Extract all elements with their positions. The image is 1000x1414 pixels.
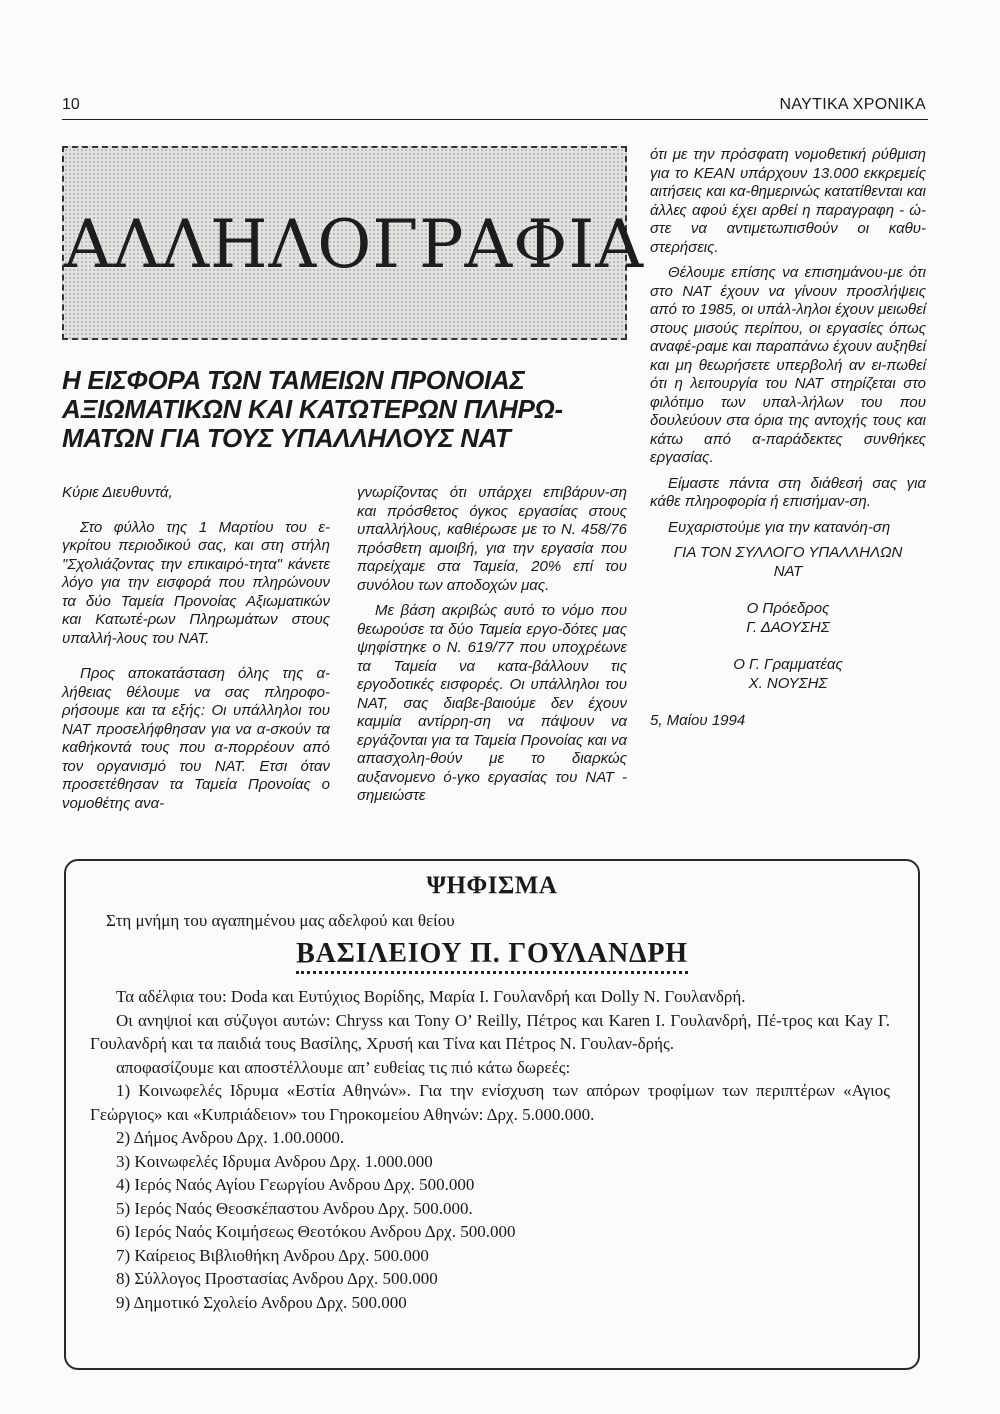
letter-column-3 xyxy=(650,146,926,738)
donation-item: 7) Καίρειος Βιβλιοθήκη Ανδρου Δρχ. 500.000 xyxy=(116,1245,429,1265)
header-rule xyxy=(62,119,928,120)
donation-item: 2) Δήμος Ανδρου Δρχ. 1.00.0000. xyxy=(116,1128,345,1147)
resolution-paragraph: Τα αδέλφια του: Doda και Ευτύχιος Βορίδης, Μαρία Ι. Γουλανδρή και Dolly Ν. Γουλανδρή. xyxy=(116,987,746,1006)
donation-item: 3) Κοινωφελές Ιδρυμα Ανδρου Δρχ. 1.000.000 xyxy=(116,1151,433,1171)
paragraph: Θέλουμε επίσης να επισημάνου-με ότι στο ΝΑΤ έχουν να γίνουν προσλήψεις από το 1985, οι υπάλ-ληλοι έχουν μειωθεί στους μισούς περίπου, οι εργασίες όπως αναφέ-ραμε και παραπάνω έχουν αυξηθεί και μη θεωρήσετε υπερβολή αν ει-πωθεί ότι η λειτουργία του ΝΑΤ στηρίζεται στο φιλότιμο των υπαλ-λήλων του που δουλεύουν στα όρια της αντοχής τους και κάτω από α-παράδεκτες συνθήκες εργασίας. xyxy=(650,264,926,466)
honoree-name: ΒΑΣΙΛΕΙΟΥ Π. ΓΟΥΛΑΝΔΡΗ xyxy=(296,938,688,974)
resolution-paragraph: αποφασίζουμε και αποστέλλουμε απ’ ευθείας τις πιό κάτω δωρεές: xyxy=(116,1057,571,1077)
paragraph: Με βάση ακριβώς αυτό το νόμο που θεωρούσε τα δύο Ταμεία εργο-δότες μας ψηφίστηκε ο Ν. 619/77 που υποχρέωνε τα Ταμεία να κατα-βάλλουν τις εργοδοτικές εισφορές. Οι υπάλληλοι του ΝΑΤ, σας διαβε-βαιούμε δεν έχουν καμμία αντίρρη-ση να πάψουν να εργάζονται για τα Ταμεία Προνοίας και να απασχολη-θούν με το διαρκώς αυξανομενο ό-γκο εργασίας του ΝΑΤ - σημειώστε xyxy=(357,602,627,804)
president-title: Ο Πρόεδρος xyxy=(746,600,830,617)
magazine-title: ΝΑΥΤΙΚΑ ΧΡΟΝΙΚΑ xyxy=(779,96,926,113)
president-name: Γ. ΔΑΟΥΣΗΣ xyxy=(746,618,830,636)
paragraph: ότι με την πρόσφατη νομοθετική ρύθμιση για το ΚΕΑΝ υπάρχουν 13.000 εκκρεμείς αιτήσεις και κα-θημερινώς κατατίθενται και άλλες αφού έχει αρθεί η παραγραφη - ώ-στε να αντιμετωπισθούν οι καθυ-στερήσεις. xyxy=(650,146,926,256)
donation-item: 8) Σύλλογος Προστασίας Ανδρου Δρχ. 500.000 xyxy=(116,1269,438,1288)
signature-org: ΓΙΑ ΤΟΝ ΣΥΛΛΟΓΟ ΥΠΑΛΛΗΛΩΝ xyxy=(673,544,903,561)
section-title: ΑΛΛΗΛΟΓΡΑΦΙΑ xyxy=(64,206,645,283)
donation-item: 1) Κοινωφελές Ιδρυμα «Εστία Αθηνών». Για την ενίσχυση των απόρων τροφίμων των περιπτέρων «Αγιος Γεώργιος» και «Κυπριάδειον» του Γηροκομείου Αθηνών: Δρχ. 5.000.000. xyxy=(90,1081,890,1124)
paragraph: γνωρίζοντας ότι υπάρχει επιβάρυν-ση και πρόσθετος όγκος εργασίας στους υπαλλήλους, καθιέρωσε με το Ν. 458/76 πρόσθετη αμοιβή, για την εργασία που παρείχαμε στα Ταμεία, 20% επί του συνόλου των αποδοχών μας. xyxy=(357,484,627,594)
page-number: 10 xyxy=(62,96,80,113)
resolution-body xyxy=(90,985,890,1314)
signature-org-name: ΝΑΤ xyxy=(773,562,803,580)
secretary-title: Ο Γ. Γραμματέας xyxy=(733,656,843,673)
letter-column-2 xyxy=(357,484,627,813)
section-title-box xyxy=(62,146,645,340)
secretary-name: Χ. ΝΟΥΣΗΣ xyxy=(748,674,828,692)
resolution-paragraph: Οι ανηψιοί και σύζυγοι αυτών: Chryss και Tony O’ Reilly, Πέτρος και Karen Ι. Γουλανδρή, Πέ-τρος και Kay Γ. Γουλανδρή και τα παιδιά τους Βασίλης, Χρυσή και Τίνα και Πέτρος Ν. Γουλαν-δρής. xyxy=(90,1010,890,1053)
paragraph: Προς αποκατάσταση όλης της α-λήθειας θέλουμε να σας πληροφο-ρήσουμε και τα εξής: Οι υπάλληλοι του ΝΑΤ προσελήφθησαν για να α-σκούν τα καθήκοντά τους που α-πορρέουν από τον οργανισμό του ΝΑΤ. Ετσι όταν προσετέθησαν τα Ταμεία Προνοίας ο νομοθέτης ανα- xyxy=(62,665,330,812)
salutation: Κύριε Διευθυντά, xyxy=(62,484,173,501)
honoree-name-wrap xyxy=(64,938,920,970)
donation-item: 5) Ιερός Ναός Θεοσκέπαστου Ανδρου Δρχ. 500.000. xyxy=(116,1198,473,1218)
paragraph: Στο φύλλο της 1 Μαρτίου του ε-γκρίτου περιοδικού σας, και στη στήλη "Σχολιάζοντας την επικαιρό-τητα" κάνετε λόγο για την εισφορά που πληρώνουν τα δύο Ταμεία Προνοίας Αξιωματικών και Κατωτέ-ρων Πληρωμάτων στους υπαλλή-λους του ΝΑΤ. xyxy=(62,518,330,647)
donation-item: 4) Ιερός Ναός Αγίου Γεωργίου Ανδρου Δρχ. 500.000 xyxy=(116,1175,475,1194)
resolution-title: ΨΗΦΙΣΜΑ xyxy=(426,872,558,899)
article-headline: Η ΕΙΣΦΟΡΑ ΤΩΝ ΤΑΜΕΙΩΝ ΠΡΟΝΟΙΑΣ ΑΞΙΩΜΑΤΙΚΩΝ ΚΑΙ ΚΑΤΩΤΕΡΩΝ ΠΛΗΡΩ-ΜΑΤΩΝ ΓΙΑ ΤΟΥΣ ΥΠΑΛΛΗΛΟΥΣ ΝΑΤ xyxy=(62,365,563,453)
memory-line: Στη μνήμη του αγαπημένου μας αδελφού και θείου xyxy=(106,911,455,930)
letter-date: 5, Μαίου 1994 xyxy=(650,712,746,729)
donation-item: 6) Ιερός Ναός Κοιμήσεως Θεοτόκου Ανδρου Δρχ. 500.000 xyxy=(116,1222,516,1241)
letter-column-1 xyxy=(62,484,330,830)
donation-item: 9) Δημοτικό Σχολείο Ανδρου Δρχ. 500.000 xyxy=(116,1292,407,1312)
paragraph: Ευχαριστούμε για την κατανόη-ση xyxy=(668,518,891,536)
paragraph: Είμαστε πάντα στη διάθεσή σας για κάθε πληροφορία ή επισήμαν-ση. xyxy=(650,474,926,510)
